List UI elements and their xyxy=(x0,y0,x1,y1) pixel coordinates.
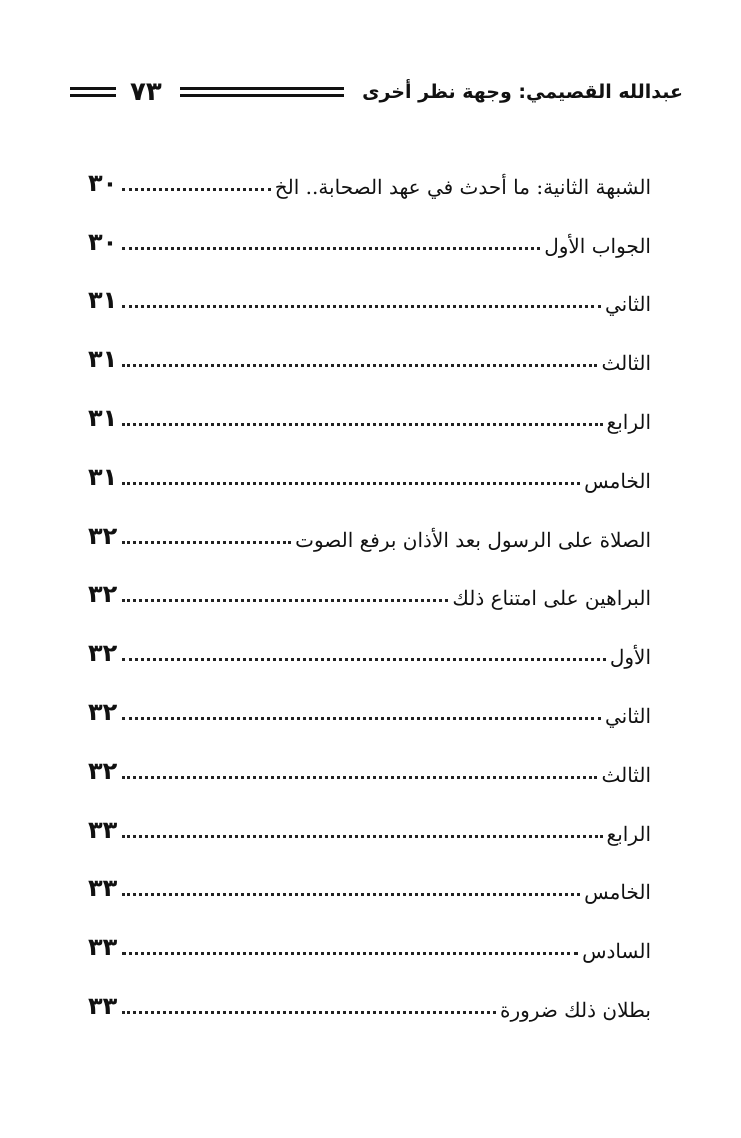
toc-entry xyxy=(88,140,651,199)
toc-entry-page: ٣٠ xyxy=(88,168,118,197)
dot-leader xyxy=(122,305,601,308)
dot-leader xyxy=(122,482,580,485)
toc-entry xyxy=(88,199,651,258)
toc-entry-title: الثالث xyxy=(601,762,651,787)
header-short-rule xyxy=(70,87,116,97)
toc-entry-title: البراهين على امتناع ذلك xyxy=(452,586,651,611)
dot-leader xyxy=(122,776,597,779)
toc-entry-page: ٣١ xyxy=(88,403,118,432)
dot-leader xyxy=(122,423,603,426)
dot-leader xyxy=(122,658,606,661)
toc-entry-page: ٣٢ xyxy=(88,756,118,785)
dot-leader xyxy=(122,717,601,720)
toc-entry-title: بطلان ذلك ضرورة xyxy=(500,997,651,1022)
toc-entry-title: الصلاة على الرسول بعد الأذان برفع الصوت xyxy=(295,527,651,552)
toc-entry-title: الثاني xyxy=(604,703,651,728)
toc-entry-title: الخامس xyxy=(584,880,651,905)
header-left-group xyxy=(70,77,162,107)
toc-entry-page: ٣٢ xyxy=(88,697,118,726)
toc-entry-page: ٣١ xyxy=(88,462,118,491)
toc-entry xyxy=(88,963,651,1022)
toc-entry-page: ٣٢ xyxy=(88,580,118,609)
toc-entry xyxy=(88,258,651,317)
toc-entry-page: ٣١ xyxy=(88,345,118,374)
toc-entry-title: الخامس xyxy=(584,468,651,493)
dot-leader xyxy=(122,835,603,838)
toc-entry xyxy=(88,669,651,728)
toc-entry-title: الرابع xyxy=(606,409,651,434)
toc-entry-page: ٣٣ xyxy=(88,874,118,903)
dot-leader xyxy=(122,188,271,191)
dot-leader xyxy=(122,893,580,896)
toc-entry-page: ٣١ xyxy=(88,286,118,315)
toc-entry-title: الجواب الأول xyxy=(544,233,651,258)
toc-entry-title: الرابع xyxy=(606,821,651,846)
toc-entry-title: الشبهة الثانية: ما أحدث في عهد الصحابة.. الخ xyxy=(274,174,651,199)
toc-entry xyxy=(88,846,651,905)
toc-entry xyxy=(88,434,651,493)
dot-leader xyxy=(122,599,448,602)
toc-entry-title: الثاني xyxy=(604,292,651,317)
toc-entry xyxy=(88,787,651,846)
toc-entry-title: الثالث xyxy=(601,351,651,376)
toc-entry-title: الأول xyxy=(609,645,651,670)
toc-entry-page: ٣٣ xyxy=(88,815,118,844)
running-title: عبدالله القصيمي: وجهة نظر أخرى xyxy=(362,81,683,103)
dot-leader xyxy=(122,952,578,955)
toc-entry xyxy=(88,552,651,611)
header-long-rule xyxy=(180,87,344,97)
dot-leader xyxy=(122,1011,496,1014)
toc-entry xyxy=(88,316,651,375)
toc-entry xyxy=(88,610,651,669)
dot-leader xyxy=(122,364,597,367)
page-header xyxy=(70,72,683,112)
dot-leader xyxy=(122,247,540,250)
toc-entry-title: السادس xyxy=(582,939,651,964)
toc-entry xyxy=(88,904,651,963)
toc-entry xyxy=(88,728,651,787)
toc-entry-page: ٣٣ xyxy=(88,933,118,962)
table-of-contents xyxy=(88,140,651,1022)
toc-entry-page: ٣٣ xyxy=(88,991,118,1020)
toc-entry xyxy=(88,493,651,552)
toc-entry-page: ٣٢ xyxy=(88,521,118,550)
toc-entry-page: ٣٠ xyxy=(88,227,118,256)
toc-entry-page: ٣٢ xyxy=(88,639,118,668)
dot-leader xyxy=(122,541,291,544)
toc-entry xyxy=(88,375,651,434)
page-number: ٧٣ xyxy=(130,77,162,107)
